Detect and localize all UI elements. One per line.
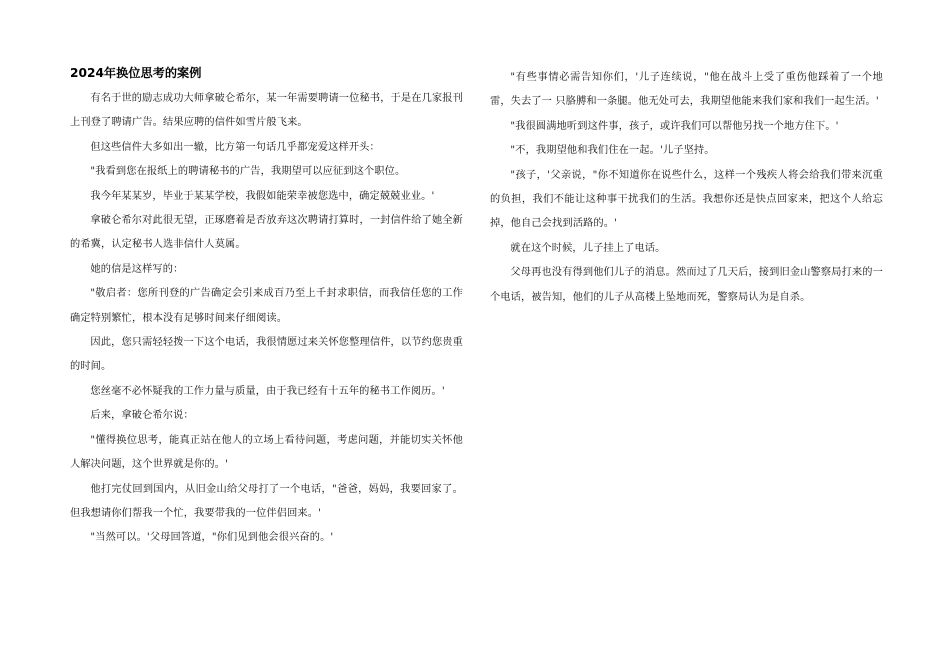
paragraph: 就在这个时候，儿子挂上了电话。	[510, 242, 666, 254]
paragraph: 她的信是这样写的：	[90, 263, 184, 275]
paragraph: "我看到您在报纸上的聘请秘书的广告，我期望可以应征到这个职位。	[90, 166, 406, 178]
right-column	[490, 66, 883, 310]
left-column	[70, 66, 463, 551]
paragraph: "当然可以。'父母回答道，"你们见到他会很兴奋的。'	[90, 532, 334, 544]
paragraph: 我今年某某岁，毕业于某某学校，我假如能荣幸被您选中，确定兢兢业业。'	[90, 190, 435, 202]
document-title: 2024年换位思考的案例	[70, 66, 202, 80]
paragraph: 有名于世的励志成功大师拿破仑希尔，某一年需要聘请一位秘书，于是在几家报刊上刊登了聘请广告。结果应聘的信件如雪片般飞来。	[70, 93, 463, 129]
paragraph: "不，我期望他和我们住在一起。'儿子坚持。	[510, 145, 715, 157]
paragraph: 但这些信件大多如出一辙，比方第一句话几乎都宠爱这样开头：	[90, 141, 380, 153]
paragraph: "敬启者：您所刊登的广告确定会引来成百乃至上千封求职信，而我信任您的工作确定特别繁忙，根本没有足够时间来仔细阅读。	[70, 288, 463, 324]
paragraph: "懂得换位思考，能真正站在他人的立场上看待问题，考虑问题，并能切实关怀他人解决问题，这个世界就是你的。'	[70, 434, 463, 471]
paragraph: 拿破仑希尔对此很无望，正琢磨着是否放弃这次聘请打算时，一封信件给了她全新的希冀，认定秘书人选非信什人莫属。	[70, 215, 463, 251]
paragraph: "我很圆满地听到这件事，孩子，或许我们可以帮他另找一个地方住下。'	[510, 120, 839, 132]
paragraph: "有些事情必需告知你们，'儿子连续说，"他在战斗上受了重伤他踩着了一个地雷，失去了一 只胳膊和一条腿。他无处可去，我期望他能来我们家和我们一起生活。'	[490, 72, 883, 108]
paragraph: 您丝毫不必怀疑我的工作力量与质量，由于我已经有十五年的秘书工作阅历。'	[90, 385, 445, 397]
paragraph: 因此，您只需轻轻拨一下这个电话，我很情愿过来关怀您整理信件，以节约您贵重的时间。	[70, 337, 463, 373]
paragraph: 父母再也没有得到他们儿子的消息。然而过了几天后，接到旧金山警察局打来的一个电话，被告知，他们的儿子从高楼上坠地而死，警察局认为是自杀。	[490, 267, 883, 303]
paragraph: 他打完仗回到国内，从旧金山给父母打了一个电话，"爸爸，妈妈，我要回家了。但我想请你们帮我一个忙，我要带我的一位伴侣回来。'	[70, 483, 463, 519]
paragraph: "孩子，'父亲说，"你不知道你在说些什么，这样一个残疾人将会给我们带来沉重的负担，我们不能让这种事干扰我们的生活。我想你还是快点回家来，把这个人给忘掉，他自己会找到活路的。'	[490, 169, 883, 230]
paragraph: 后来，拿破仑希尔说：	[90, 410, 194, 422]
